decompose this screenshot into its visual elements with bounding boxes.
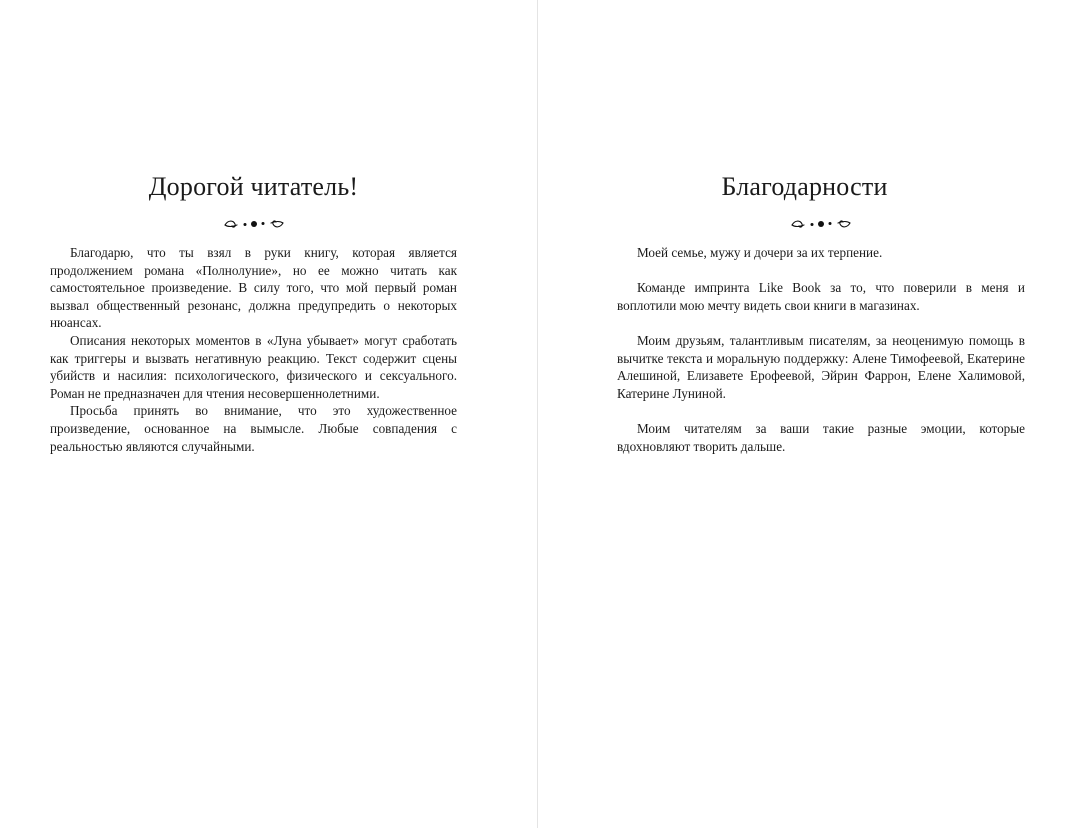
flourish-ornament-icon — [219, 216, 289, 232]
paragraph: Просьба принять во внимание, что это художественное произведение, основанное на вымысле. Любые совпадения с реальностью являются случайными. — [50, 403, 457, 454]
page-title: Дорогой читатель! — [148, 172, 359, 201]
paragraph: Команде импринта Like Book за то, что поверили в меня и воплотили мою мечту видеть свои книги в магазинах. — [617, 280, 1025, 313]
paragraph: Моим друзьям, талантливым писателям, за неоценимую помощь в вычитке текста и моральную поддержку: Алене Тимофеевой, Екатерине Алешиной, Елизавете Ерофеевой, Эйрин Фаррон, Елене Халимовой, Катерине Луниной. — [617, 332, 1025, 401]
acknowledgements-text — [617, 244, 1025, 455]
page-title: Благодарности — [721, 172, 888, 201]
paragraph: Моей семье, мужу и дочери за их терпение. — [637, 245, 883, 260]
paragraph: Моим читателям за ваши такие разные эмоции, которые вдохновляют творить дальше. — [617, 420, 1025, 454]
paragraph: Благодарю, что ты взял в руки книгу, которая является продолжением романа «Полнолуние», но ее можно читать как самостоятельное произведение. В силу того, что мой первый роман вызвал общественный резонанс, должна предупредить о некоторых нюансах. — [50, 245, 457, 331]
paragraph: Описания некоторых моментов в «Луна убывает» могут сработать как триггеры и вызвать негативную реакцию. Текст содержит сцены убийств и насилия: психологического, физического и сексуального. Роман не предназначен для чтения несовершеннолетними. — [50, 332, 457, 401]
foreword-text — [50, 244, 457, 455]
right-page — [538, 0, 1077, 828]
flourish-ornament-icon — [786, 216, 856, 232]
left-page — [0, 0, 537, 828]
